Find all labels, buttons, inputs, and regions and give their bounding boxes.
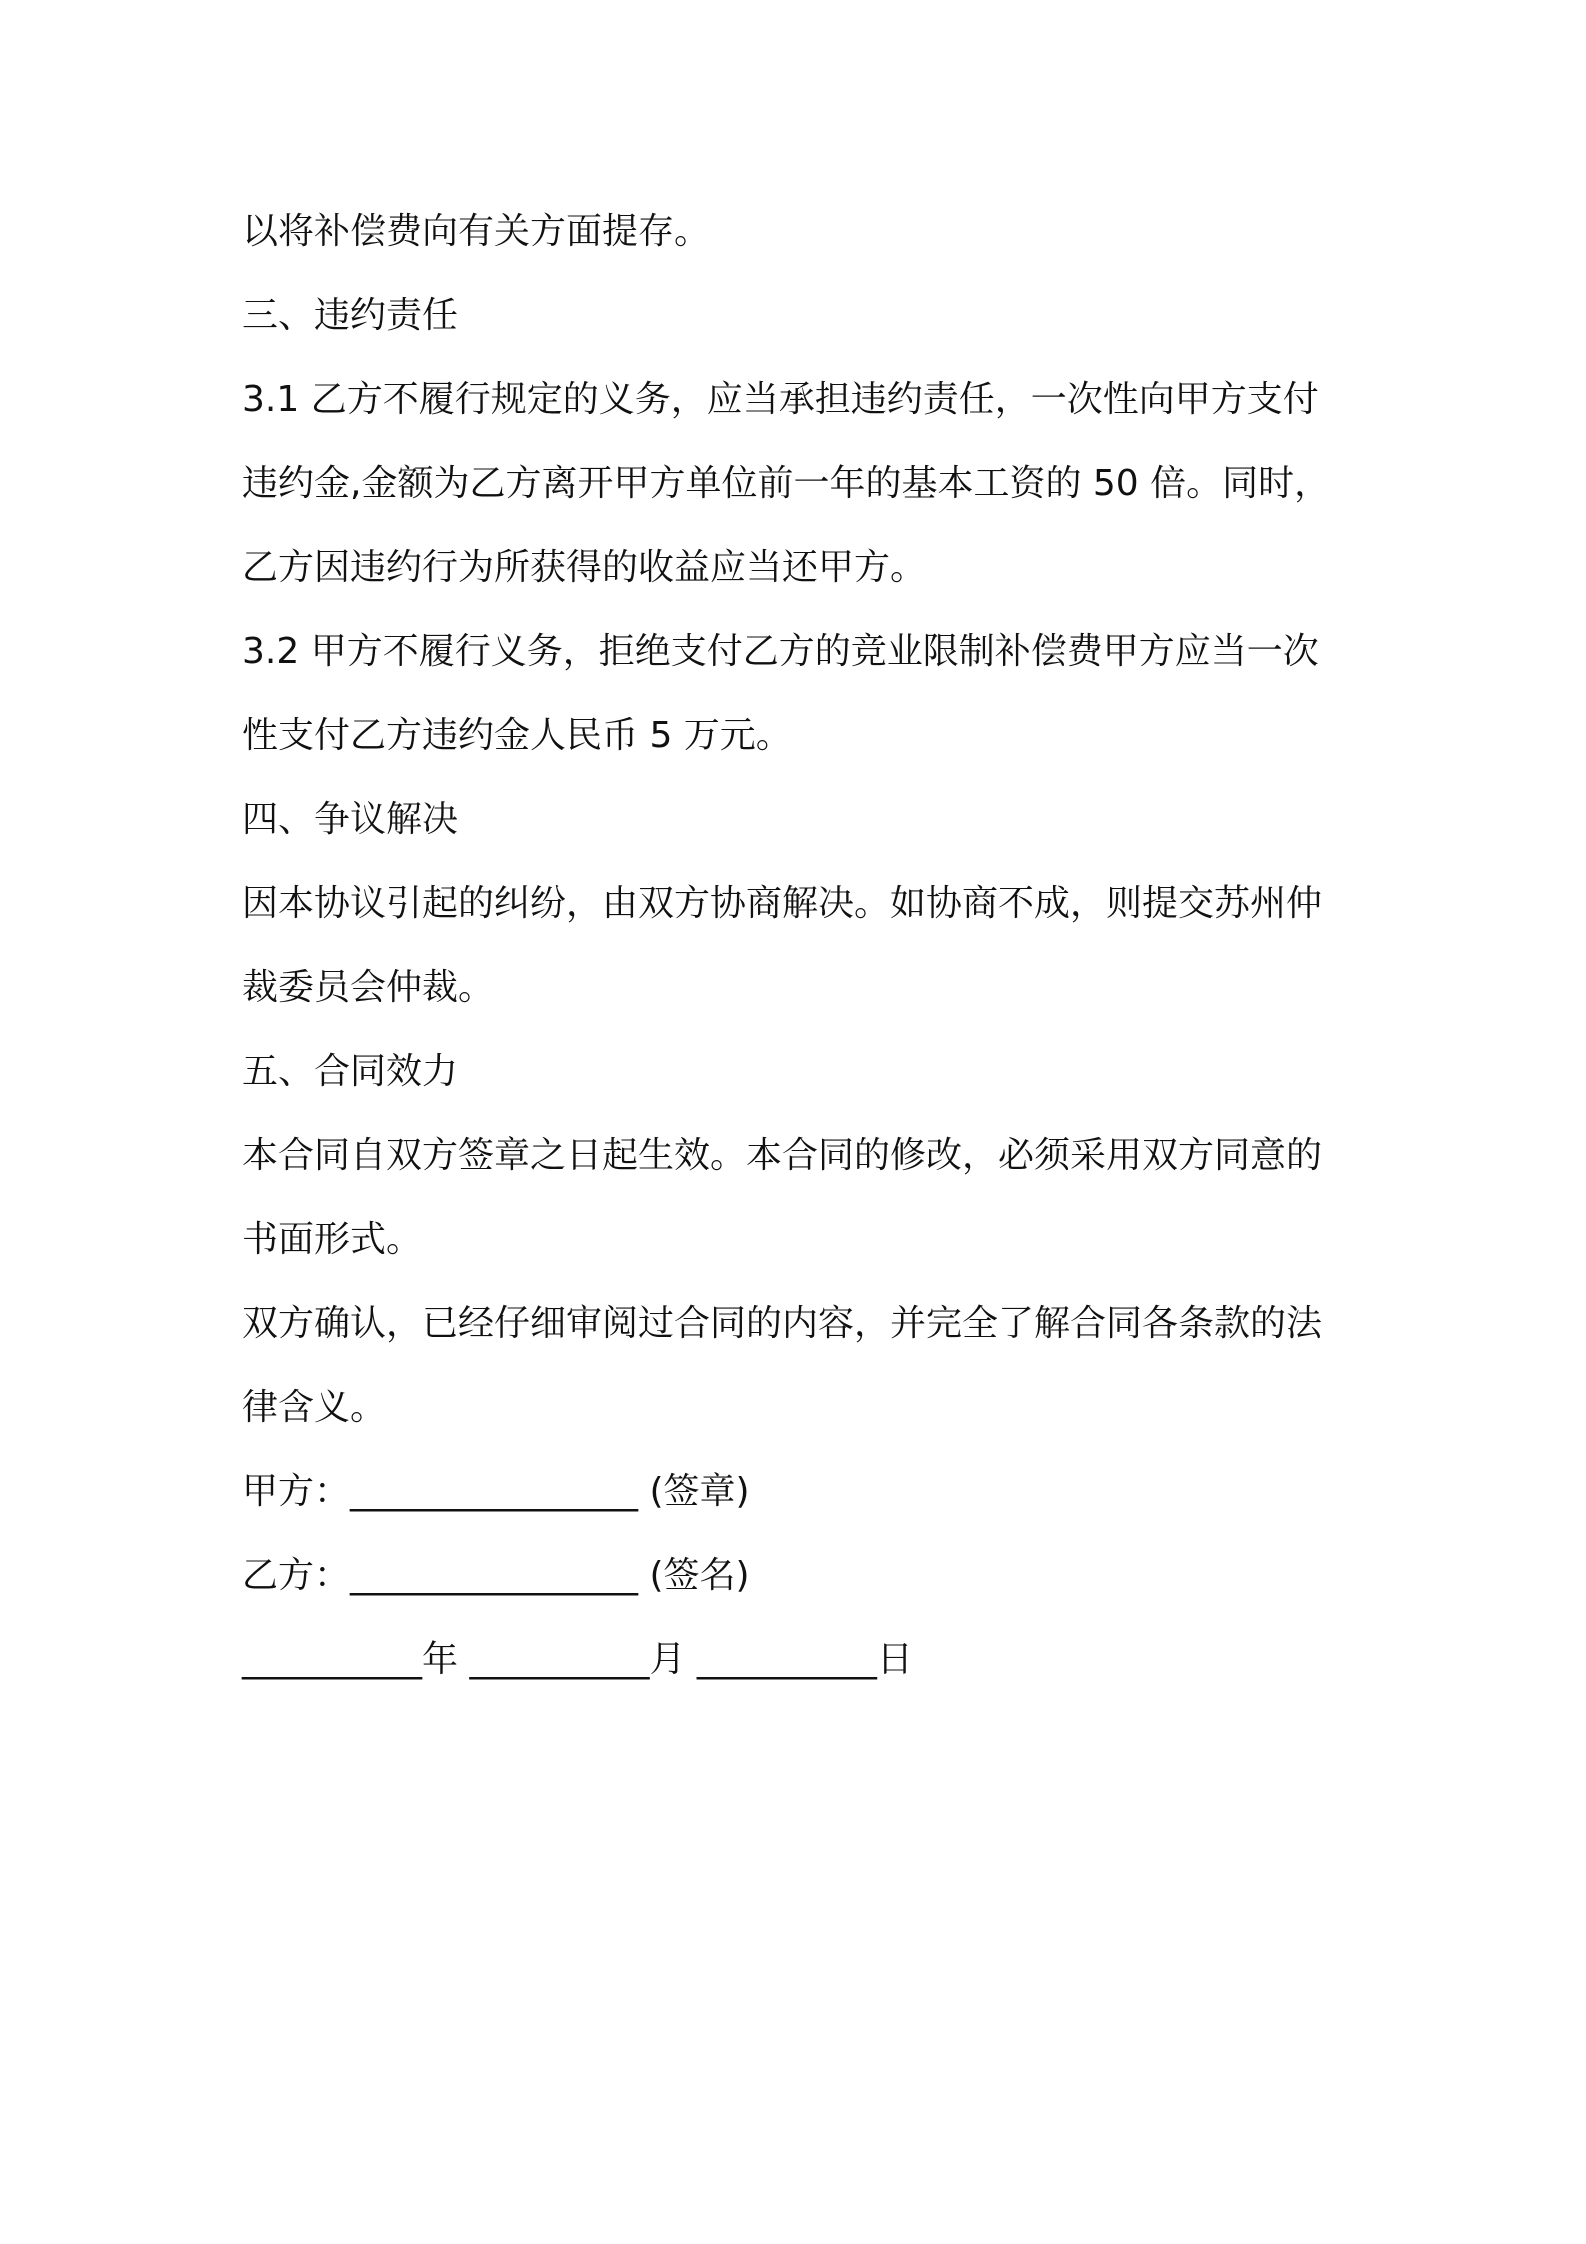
party-b-signature: 乙方：________________ (签名) — [242, 1555, 750, 1596]
dispute-line-1: 因本协议引起的纠纷，由双方协商解决。如协商不成，则提交苏州仲 — [242, 883, 1323, 924]
clause-3-1-line-1: 3.1 乙方不履行规定的义务，应当承担违约责任，一次性向甲方支付 — [242, 379, 1319, 420]
effect-line-1: 本合同自双方签章之日起生效。本合同的修改，必须采用双方同意的 — [242, 1135, 1323, 1176]
paragraph-line: 以将补偿费向有关方面提存。 — [242, 211, 711, 252]
section-heading-effect: 五、合同效力 — [242, 1051, 459, 1092]
clause-3-1-line-2: 违约金,金额为乙方离开甲方单位前一年的基本工资的 50 倍。同时， — [242, 463, 1331, 504]
section-heading-liability: 三、违约责任 — [242, 295, 459, 336]
confirmation-line-2: 律含义。 — [242, 1387, 387, 1428]
contract-body — [242, 190, 1362, 1702]
party-a-signature: 甲方：________________ (签章) — [242, 1471, 750, 1512]
confirmation-line-1: 双方确认，已经仔细审阅过合同的内容，并完全了解合同各条款的法 — [242, 1303, 1323, 1344]
clause-3-1-line-3: 乙方因违约行为所获得的收益应当还甲方。 — [242, 547, 927, 588]
clause-3-2-line-1: 3.2 甲方不履行义务，拒绝支付乙方的竞业限制补偿费甲方应当一次 — [242, 631, 1319, 672]
clause-3-2-line-2: 性支付乙方违约金人民币 5 万元。 — [242, 715, 792, 756]
dispute-line-2: 裁委员会仲裁。 — [242, 967, 495, 1008]
signing-date: __________年 __________月 __________日 — [242, 1639, 913, 1680]
effect-line-2: 书面形式。 — [242, 1219, 423, 1260]
section-heading-dispute: 四、争议解决 — [242, 799, 459, 840]
